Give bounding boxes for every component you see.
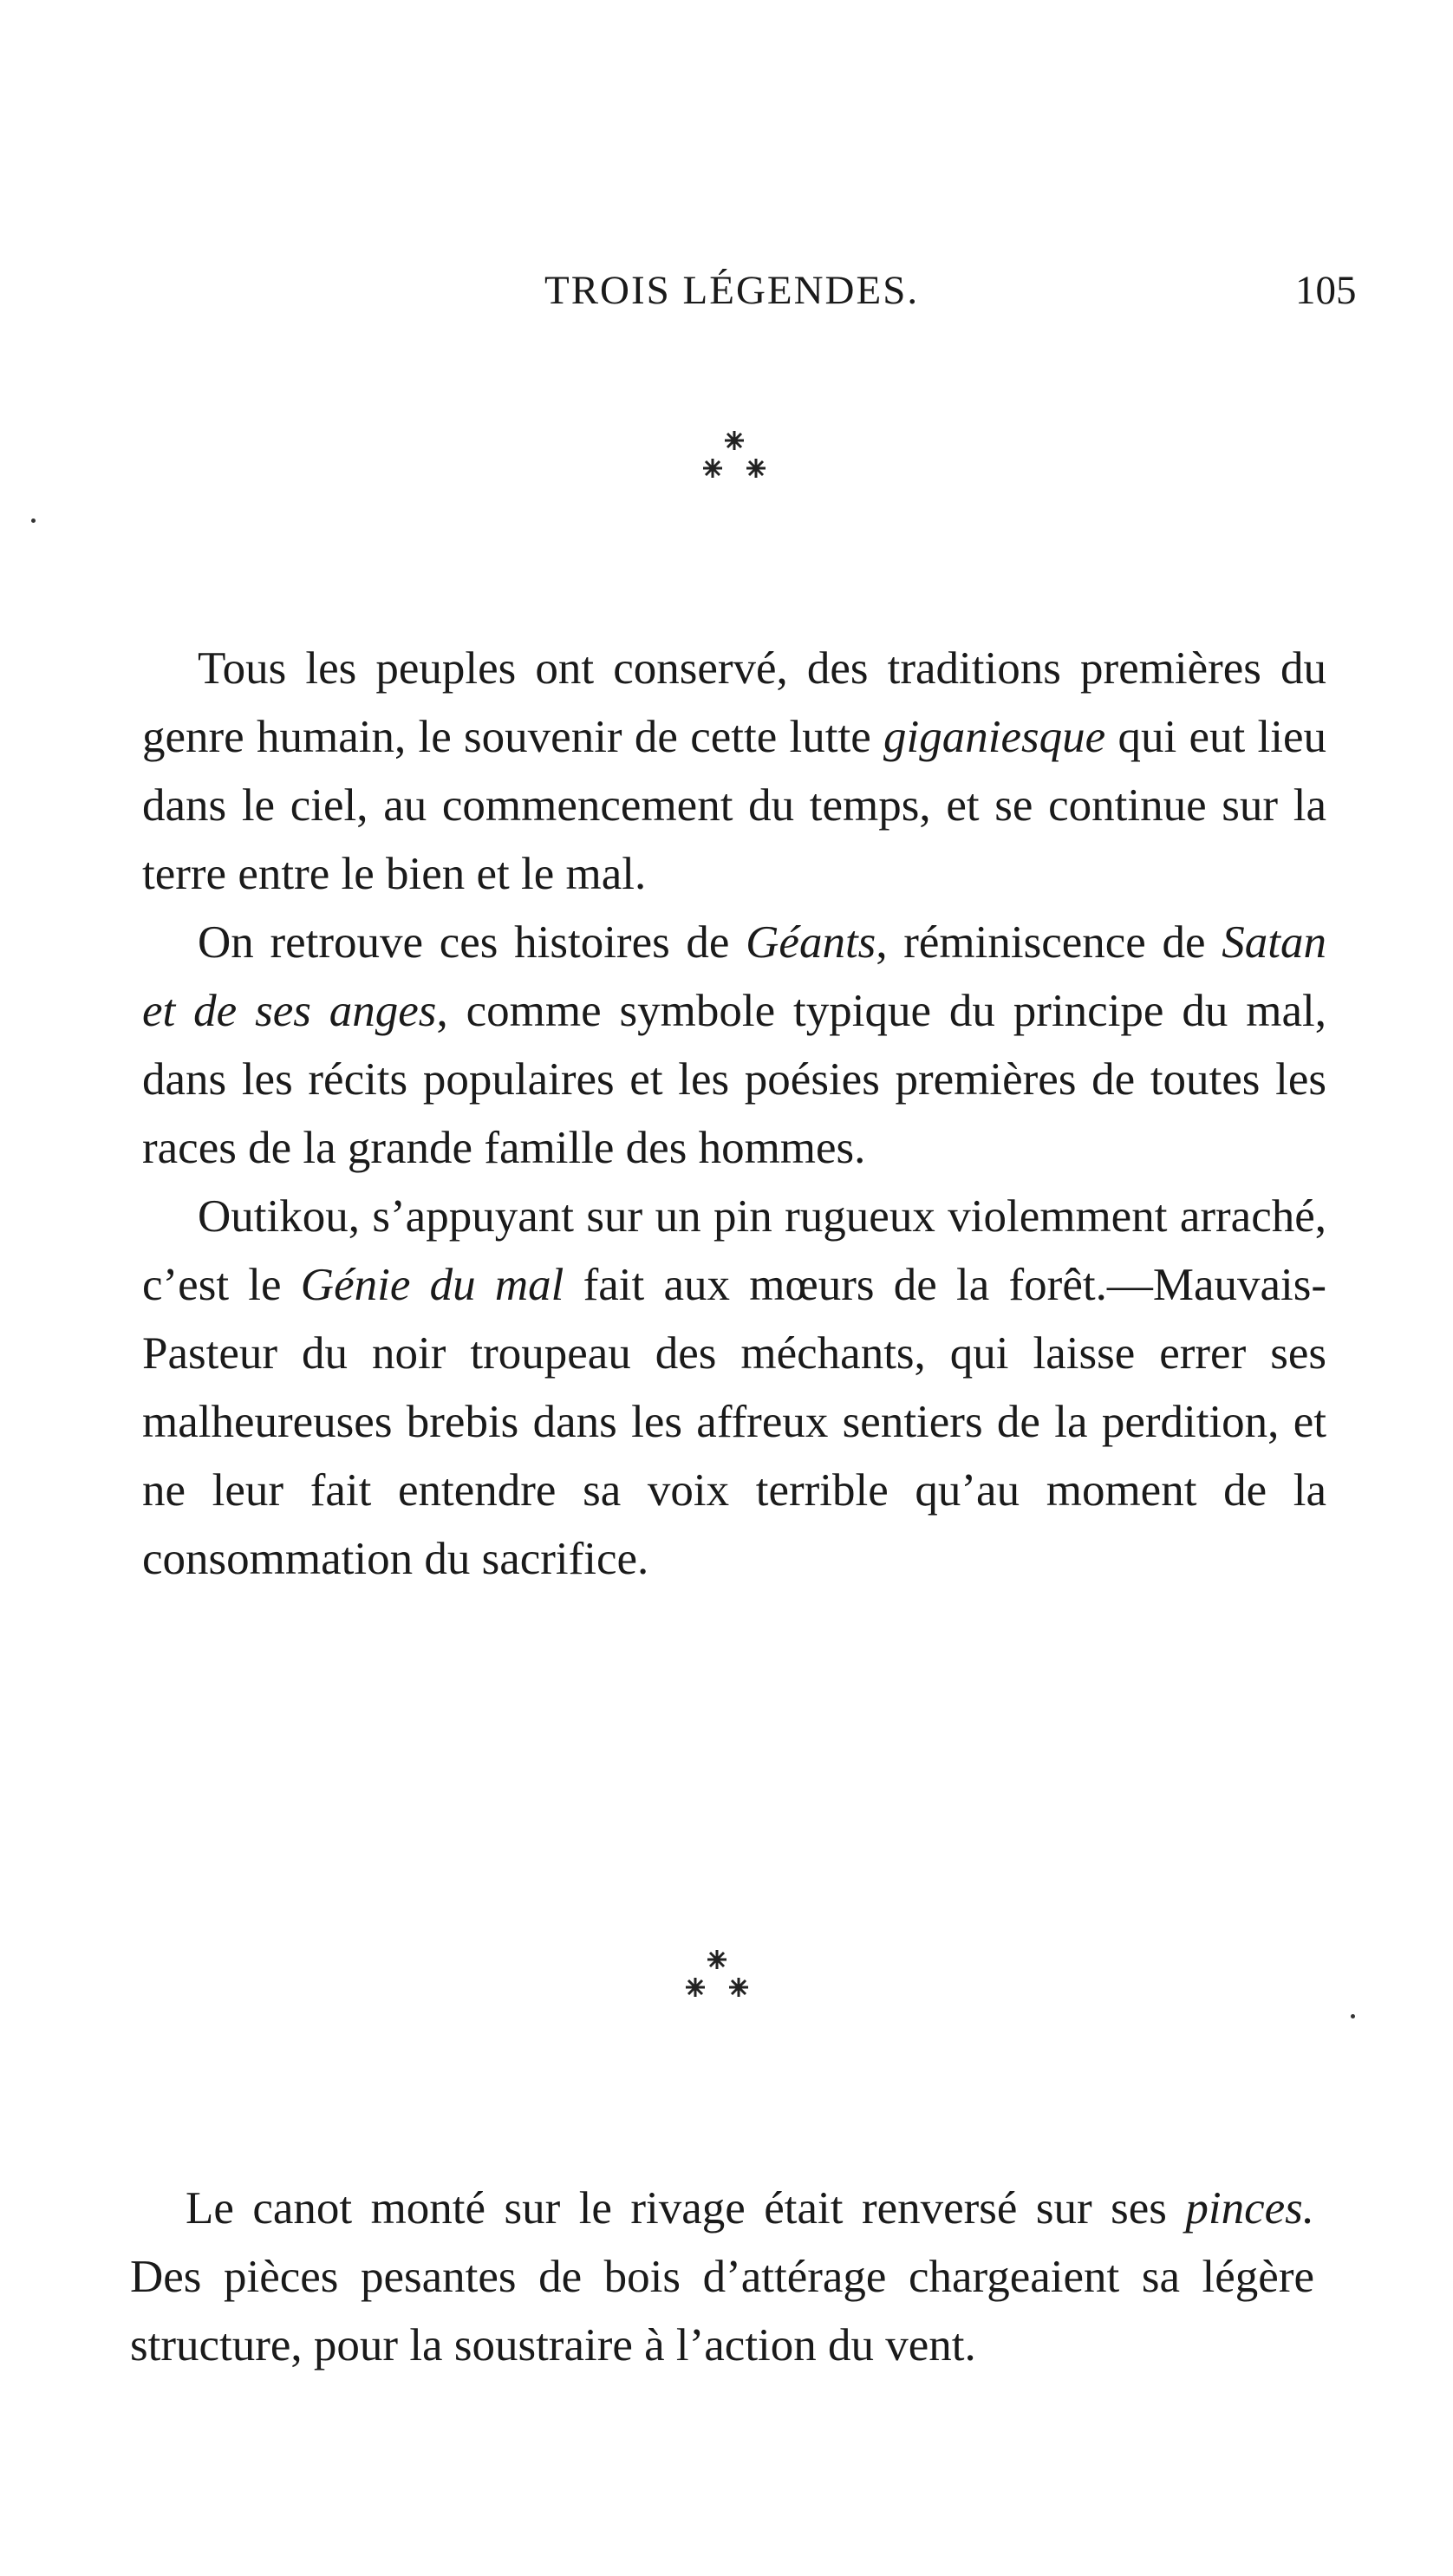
ink-speck: [31, 518, 36, 523]
running-head: [0, 267, 1453, 319]
text-run: Tous les peuples ont conservé, des traditions premières du genre humain, le souvenir de cette lutte: [142, 643, 1326, 762]
text-run: Le canot monté sur le rivage était renversé sur ses: [186, 2183, 1186, 2234]
asterism-icon: [669, 1946, 765, 2006]
italic-phrase: pinces.: [1185, 2183, 1314, 2234]
section-2-text: [130, 2175, 1314, 2380]
italic-phrase: Géants: [746, 917, 876, 968]
text-run: Des pièces pesantes de bois d’attérage chargeaient sa légère structure, pour la soustraire à l’action du vent.: [130, 2252, 1314, 2371]
paragraph: [142, 909, 1326, 1183]
italic-phrase: giganiesque: [883, 712, 1106, 762]
text-run: qui eut lieu dans le ciel, au commencement du temps, et se continue sur la terre entre le bien et le mal.: [142, 712, 1326, 899]
asterism-icon: [687, 427, 782, 487]
paragraph: [142, 635, 1326, 909]
ink-speck: [1351, 2014, 1355, 2018]
italic-phrase: Génie du mal: [300, 1260, 564, 1310]
italic-phrase: Satan et de ses anges: [142, 917, 1326, 1036]
text-run: , comme symbole typique du principe du mal, dans les récits populaires et les poésies premières de toutes les races de la grande famille des hommes.: [142, 986, 1326, 1173]
text-run: On retrouve ces histoires de: [198, 917, 746, 968]
text-run: fait aux mœurs de la forêt.—Mauvais-Pasteur du noir troupeau des méchants, qui laisse errer ses malheureuses brebis dans les affreux sentiers de la perdition, et ne leur fait entendre sa voix terrible qu’au moment de la consommation du sacrifice.: [142, 1260, 1326, 1584]
page-number: 105: [1295, 268, 1357, 313]
section-1-text: [142, 635, 1326, 1594]
text-run: Outikou, s’appuyant sur un pin rugueux violemment arraché, c’est le: [142, 1191, 1326, 1310]
paragraph: [142, 1183, 1326, 1594]
text-run: , réminiscence de: [876, 917, 1222, 968]
paragraph: [130, 2175, 1314, 2380]
running-title: TROIS LÉGENDES.: [544, 268, 920, 313]
